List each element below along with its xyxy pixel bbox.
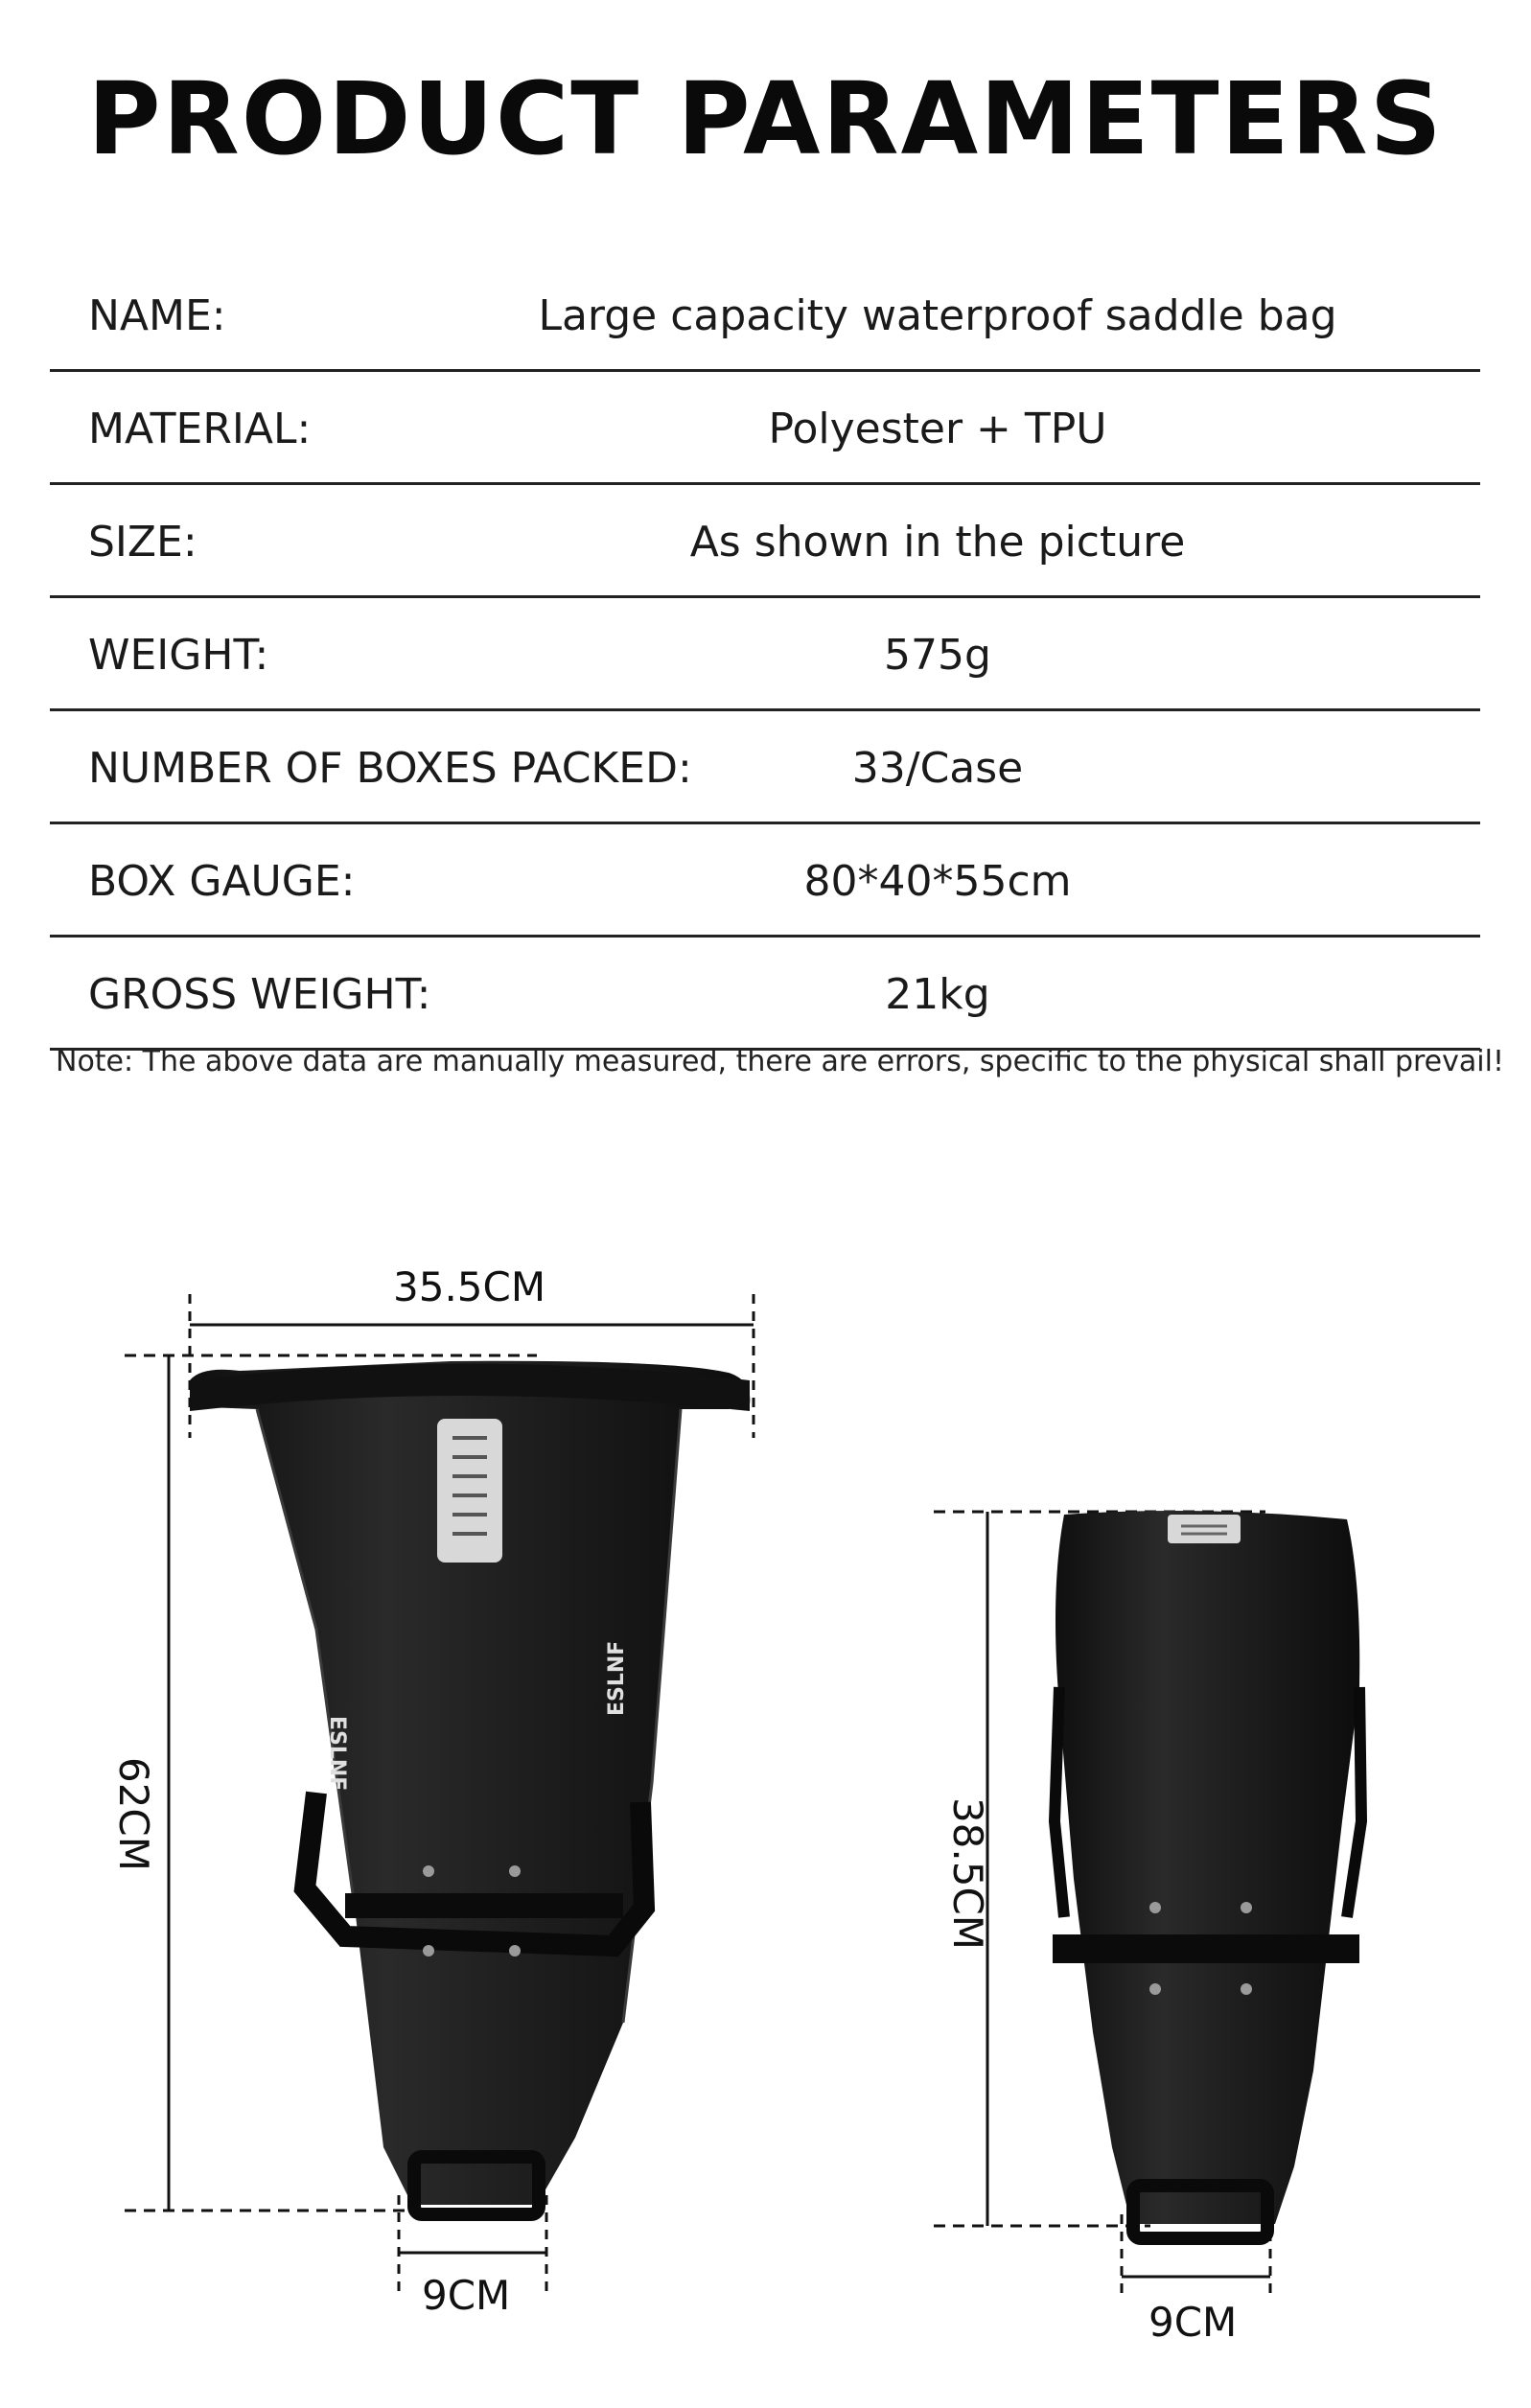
param-label: NUMBER OF BOXES PACKED: bbox=[88, 744, 692, 793]
param-value: 575g bbox=[884, 631, 991, 680]
compact-bag-bottom-width-label: 9CM bbox=[1148, 2299, 1238, 2346]
compact-reflector-icon bbox=[1168, 1515, 1241, 1543]
param-value: 21kg bbox=[885, 970, 990, 1019]
param-label: MATERIAL: bbox=[88, 405, 312, 453]
compact-left-buckle-strap bbox=[1055, 1687, 1064, 1917]
param-value: 33/Case bbox=[851, 744, 1024, 793]
param-label: BOX GAUGE: bbox=[88, 857, 356, 906]
large-bag-height-label: 62CM bbox=[110, 1756, 158, 1872]
measurement-note: Note: The above data are manually measured, there are errors, specific to the physical shall prevail! bbox=[56, 1045, 1504, 1078]
param-value: Polyester + TPU bbox=[768, 405, 1107, 453]
large-bag-bottom-width-label: 9CM bbox=[422, 2272, 511, 2319]
param-label: GROSS WEIGHT: bbox=[88, 970, 431, 1019]
param-label: WEIGHT: bbox=[88, 631, 269, 680]
param-value: As shown in the picture bbox=[689, 518, 1186, 567]
param-label: NAME: bbox=[88, 291, 226, 340]
page-title: PRODUCT PARAMETERS bbox=[87, 60, 1444, 177]
brand-logo-right: ESLNF bbox=[605, 1640, 629, 1716]
rail-strap bbox=[345, 1893, 623, 1918]
param-label: SIZE: bbox=[88, 518, 197, 567]
large-saddle-bag bbox=[190, 1361, 751, 2214]
compact-saddle-bag bbox=[1053, 1511, 1361, 2238]
compact-bag-height-label: 38.5CM bbox=[944, 1796, 992, 1951]
compact-bag-body bbox=[1055, 1511, 1359, 2224]
param-value: Large capacity waterproof saddle bag bbox=[538, 291, 1337, 340]
brand-logo-left: ESLNF bbox=[325, 1716, 349, 1792]
compact-rail-strap bbox=[1053, 1934, 1359, 1963]
param-value: 80*40*55cm bbox=[803, 857, 1072, 906]
large-bag-width-label: 35.5CM bbox=[393, 1263, 546, 1310]
reflector-strip-icon bbox=[437, 1419, 502, 1563]
